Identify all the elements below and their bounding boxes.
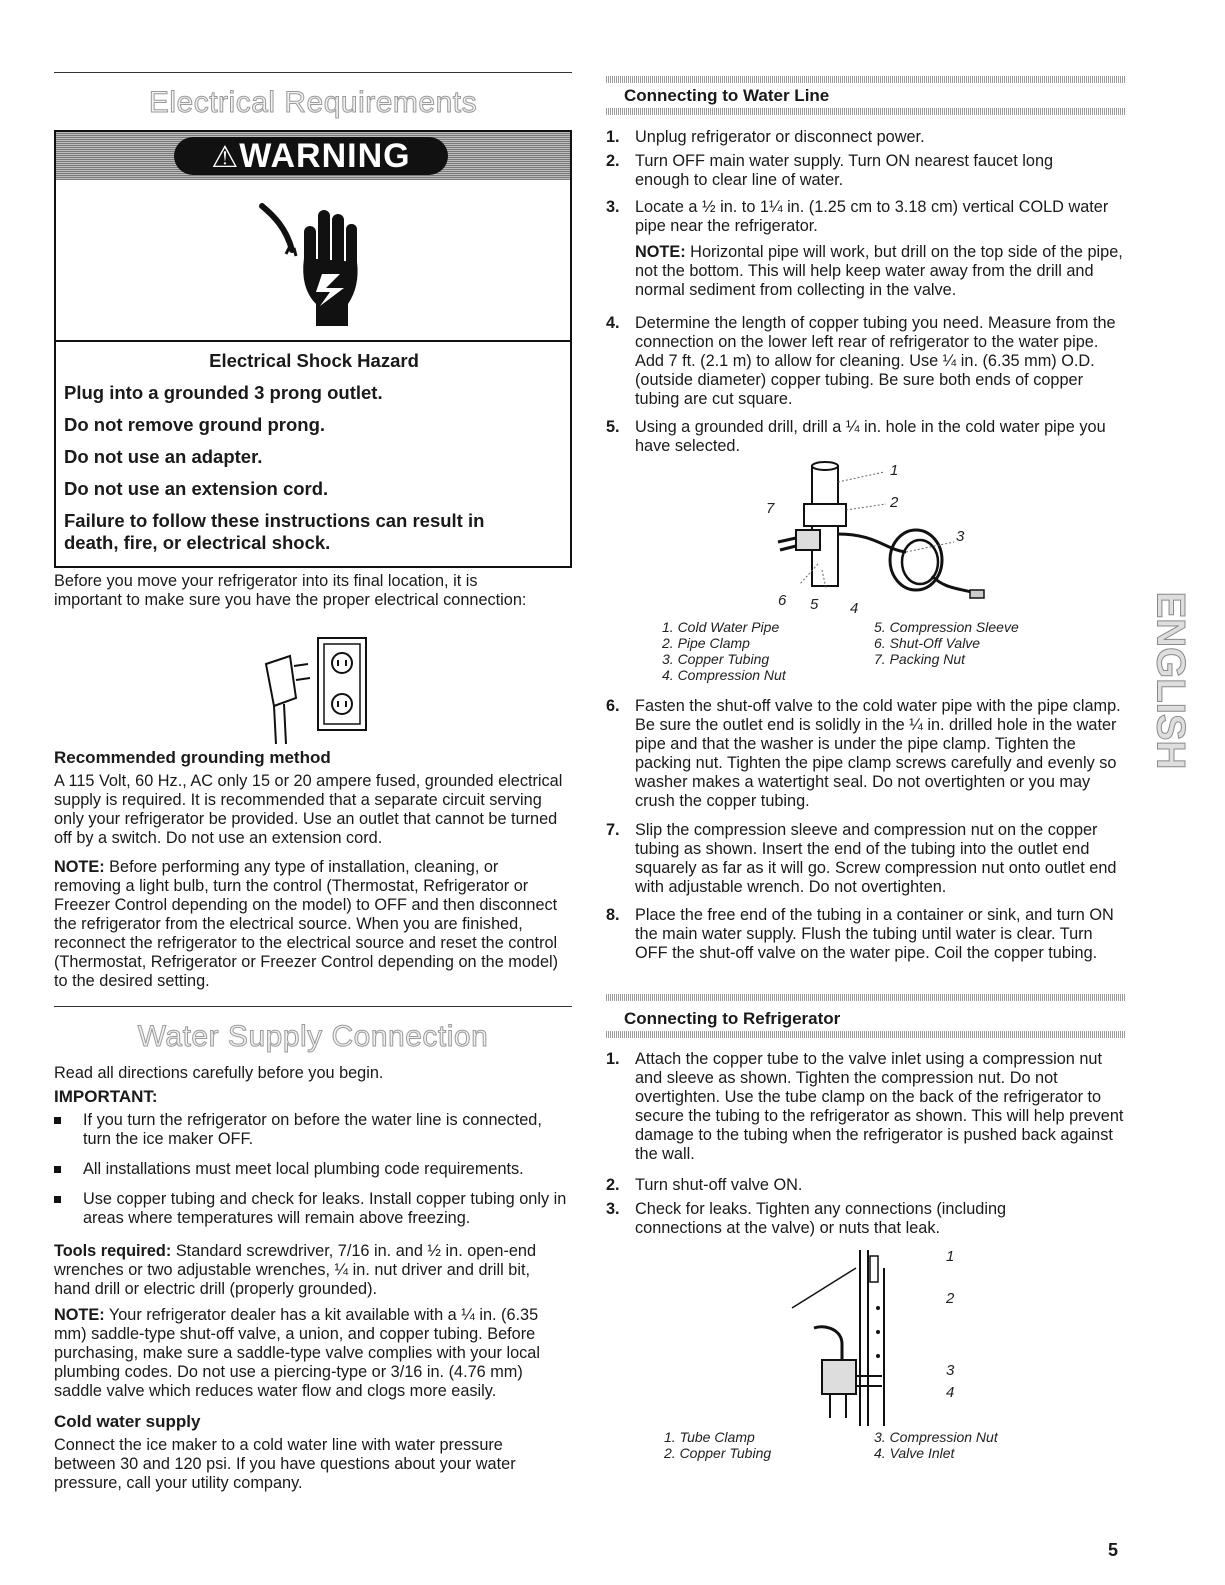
- step-text: Turn OFF main water supply. Turn ON nearest faucet long enough to clear line of water.: [635, 152, 1054, 189]
- cold-water-text: Connect the ice maker to a cold water line with water pressure between 30 and 120 psi. If you have questions about your water pressure, call your utility company.: [54, 1436, 516, 1492]
- water-line-heading: Connecting to Water Line: [624, 86, 830, 105]
- cold-water-heading: Cold water supply: [54, 1412, 201, 1431]
- refrigerator-heading: Connecting to Refrigerator: [624, 1009, 841, 1028]
- warning-line: Do not use an extension cord.: [64, 478, 329, 499]
- step-number: 6.: [606, 697, 620, 715]
- warning-line: Plug into a grounded 3 prong outlet.: [64, 382, 383, 403]
- legend-item: 7. Packing Nut: [874, 651, 966, 667]
- electrical-shock-hand-icon: [252, 188, 372, 328]
- side-tab-label: ENGLISH: [1148, 591, 1193, 769]
- bullet-marker: [54, 1166, 61, 1173]
- legend-item: 4. Compression Nut: [662, 667, 786, 683]
- legend-item: 5. Compression Sleeve: [874, 619, 1019, 635]
- note-text: Horizontal pipe will work, but drill on the top side of the pipe, not the bottom. This will help keep water away from the drill and normal sediment from collecting in the valve.: [635, 243, 1123, 299]
- callout-number: 3: [946, 1362, 955, 1379]
- divider: [54, 72, 572, 73]
- step-text: Determine the length of copper tubing you need. Measure from the connection on the lower left rear of refrigerator to the water pipe. Add 7 ft. (2.1 m) to allow for cleaning. Use ¼ in. (6.35 mm) O.D. (outside diameter) copper tubing. Be sure both ends of copper tubing are cut square.: [635, 314, 1116, 408]
- step-text: Fasten the shut-off valve to the cold water pipe with the pipe clamp. Be sure the outlet end is solidly in the ¼ in. drilled hole in the water pipe and that the washer is under the pipe clamp. Tighten the packing nut. Tighten the pipe clamp screws carefully and evenly so washer makes a watertight seal. Do not overtighten or you may crush the copper tubing.: [635, 697, 1121, 810]
- warning-line: Failure to follow these instructions can result in death, fire, or electrical shock.: [64, 510, 485, 553]
- callout-number: 7: [766, 500, 775, 517]
- step-number: 2.: [606, 1176, 620, 1194]
- important-label: IMPORTANT:: [54, 1087, 158, 1106]
- legend-item: 4. Valve Inlet: [874, 1445, 955, 1461]
- note-text: Your refrigerator dealer has a kit available with a ¼ in. (6.35 mm) saddle-type shut-off valve, a union, and copper tubing. Before purchasing, make sure a saddle-type valve complies with your local plumbing codes. Do not use a piercing-type or 3/16 in. (4.76 mm) saddle valve which reduces water flow and clogs more easily.: [54, 1306, 540, 1400]
- section-bar: [606, 108, 1126, 115]
- step-text: Check for leaks. Tighten any connections (including connections at the valve) or nuts that leak.: [635, 1200, 1007, 1237]
- legend-item: 1. Cold Water Pipe: [662, 619, 780, 635]
- step-text: Place the free end of the tubing in a container or sink, and turn ON the main water supply. Flush the tubing until water is clear. Turn OFF the shut-off valve on the water pipe. Coil the copper tubing.: [635, 906, 1114, 962]
- warning-label-badge: [174, 137, 448, 175]
- tools-label: Tools required:: [54, 1242, 172, 1260]
- legend-item: 2. Pipe Clamp: [662, 635, 750, 651]
- grounding-text: A 115 Volt, 60 Hz., AC only 15 or 20 ampere fused, grounded electrical supply is required. It is recommended that a separate circuit serving only your refrigerator be provided. Use an outlet that cannot be turned off by a switch. Do not use an extension cord.: [54, 772, 563, 847]
- step-text: Slip the compression sleeve and compression nut on the copper tubing as shown. Insert the end of the tubing into the outlet end squarely as far as it will go. Screw compression nut onto outlet end with adjustable wrench. Do not overtighten.: [635, 821, 1117, 896]
- bullet-marker: [54, 1117, 61, 1124]
- hazard-title: Electrical Shock Hazard: [209, 350, 419, 371]
- bullet-item: All installations must meet local plumbing code requirements.: [83, 1160, 524, 1178]
- electrical-note: [54, 858, 568, 991]
- step-number: 7.: [606, 821, 620, 839]
- callout-number: 2: [890, 494, 899, 511]
- step-number: 3.: [606, 198, 620, 216]
- note-label: NOTE:: [54, 858, 105, 876]
- step-number: 5.: [606, 418, 620, 436]
- page-number: 5: [1108, 1540, 1119, 1560]
- step-number: 1.: [606, 1050, 620, 1068]
- tools-required: [54, 1242, 568, 1299]
- callout-number: 5: [810, 596, 819, 613]
- legend-item: 2. Copper Tubing: [664, 1445, 772, 1461]
- valve-inlet-diagram: [786, 1248, 936, 1428]
- grounded-outlet-plug-illustration: [258, 636, 378, 746]
- section-bar: [606, 994, 1126, 1001]
- callout-number: 1: [946, 1248, 955, 1265]
- section-bar: [606, 1031, 1126, 1038]
- callout-number: 2: [946, 1290, 955, 1307]
- warning-box: [54, 130, 572, 568]
- step-text: Unplug refrigerator or disconnect power.: [635, 128, 925, 146]
- warning-line: Do not remove ground prong.: [64, 414, 326, 435]
- bullet-marker: [54, 1196, 61, 1203]
- step-text: Locate a ½ in. to 1¼ in. (1.25 cm to 3.18 cm) vertical COLD water pipe near the refrigerator.: [635, 198, 1109, 235]
- electrical-intro: Before you move your refrigerator into its final location, it is important to make sure you have the proper electrical connection:: [54, 572, 527, 609]
- step-number: 2.: [606, 152, 620, 170]
- legend-item: 1. Tube Clamp: [664, 1429, 755, 1445]
- step-text: Attach the copper tube to the valve inlet using a compression nut and sleeve as shown. Tighten the compression nut. Do not overtighten. Use the tube clamp on the back of the refrigerator to secure the tubing to the refrigerator as shown. This will help prevent damage to the tubing when the refrigerator is pushed back against the wall.: [635, 1050, 1124, 1163]
- warning-divider: [56, 340, 570, 342]
- callout-number: 4: [850, 600, 859, 617]
- water-note: [54, 1306, 568, 1401]
- step-text: Turn shut-off valve ON.: [635, 1176, 803, 1194]
- warning-triangle-icon: ⚠: [211, 141, 240, 174]
- warning-label: WARNING: [239, 137, 411, 175]
- warning-line: Do not use an adapter.: [64, 446, 263, 467]
- step-text: Using a grounded drill, drill a ¼ in. hole in the cold water pipe you have selected.: [635, 418, 1106, 455]
- electrical-requirements-title: Electrical Requirements: [148, 86, 478, 119]
- water-intro: Read all directions carefully before you begin.: [54, 1064, 384, 1082]
- bullet-item: Use copper tubing and check for leaks. Install copper tubing only in areas where temperatures will remain above freezing.: [83, 1190, 567, 1227]
- grounding-heading: Recommended grounding method: [54, 748, 331, 767]
- note-label: NOTE:: [54, 1306, 105, 1324]
- step-note: [635, 243, 1127, 300]
- tools-text: Standard screwdriver, 7/16 in. and ½ in. open-end wrenches or two adjustable wrenches, ¼ in. nut driver and drill bit, hand drill or electric drill (properly grounded).: [54, 1242, 537, 1298]
- warning-banner: [56, 132, 570, 180]
- step-number: 3.: [606, 1200, 620, 1218]
- step-number: 1.: [606, 128, 620, 146]
- step-number: 8.: [606, 906, 620, 924]
- legend-item: 3. Compression Nut: [874, 1429, 998, 1445]
- callout-number: 6: [778, 592, 787, 609]
- bullet-item: If you turn the refrigerator on before the water line is connected, turn the ice maker OFF.: [83, 1111, 542, 1148]
- divider: [54, 1006, 572, 1007]
- english-side-tab: [1148, 590, 1193, 770]
- callout-number: 3: [956, 528, 965, 545]
- section-bar: [606, 76, 1126, 83]
- legend-item: 3. Copper Tubing: [662, 651, 770, 667]
- water-supply-title: Water Supply Connection: [137, 1020, 489, 1053]
- callout-number: 4: [946, 1384, 955, 1401]
- step-number: 4.: [606, 314, 620, 332]
- note-text: Before performing any type of installation, cleaning, or removing a light bulb, turn the control (Thermostat, Refrigerator or Freezer Control depending on the model) to OFF and then disconnect the refrigerator from the electrical source. When you are finished, reconnect the refrigerator to the electrical source and reset the control (Thermostat, Refrigerator or Freezer Control depending on the model) to the desired setting.: [54, 858, 559, 990]
- legend-item: 6. Shut-Off Valve: [874, 635, 981, 651]
- note-label: NOTE:: [635, 243, 686, 261]
- callout-number: 1: [890, 462, 899, 479]
